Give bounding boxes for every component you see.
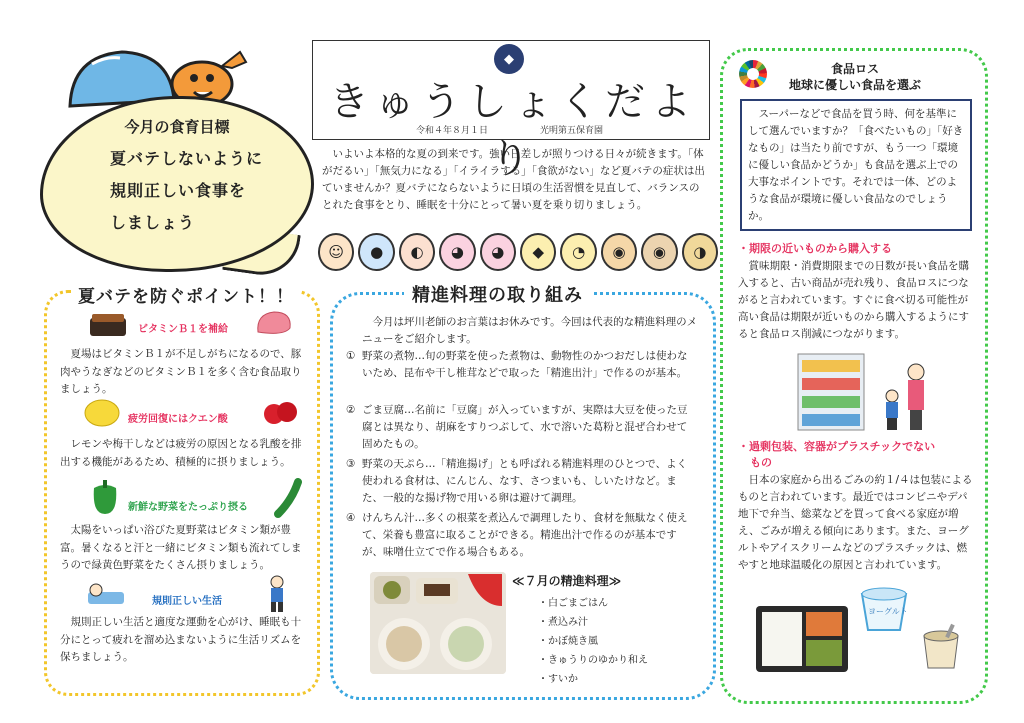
sleeping-child-icon: [86, 580, 126, 608]
goal-title: 今月の食育目標: [124, 118, 230, 136]
menu-title: ≪７月の精進料理≫: [512, 574, 622, 588]
pineapple-icon: ◆: [520, 233, 556, 271]
mother-and-child-icon: [878, 362, 938, 434]
summer-fatigue-heading: 夏バテを防ぐポイント！！: [72, 282, 300, 307]
menu-item: ・かぼ焼き風: [538, 636, 598, 647]
menu-item: ・すいか: [538, 674, 578, 685]
point-text-3: 太陽をいっぱい浴びた夏野菜はビタミン類が豊富。暑くなると汗と一緒にビタミン類も流れてしまうので緑黄色野菜をたくさん摂りましょう。: [60, 524, 302, 571]
tip-heading-2-cont: もの: [750, 456, 772, 469]
point-heading-3: 新鮮な野菜をたっぷり摂る: [128, 502, 248, 513]
menu-item: ・白ごまごはん: [538, 598, 608, 609]
tip-heading-2: ・過剰包装、容器がプラスチックでない: [738, 440, 936, 453]
item-text: 野菜の煮物…旬の野菜を使った煮物は、動物性のかつおだしは使わないため、昆布や干し椎茸などで取った「精進出汁」で作るのが基本。: [362, 350, 688, 379]
point-text-4: 規則正しい生活と適度な運動を心がけ、睡眠も十分にとって疲れを溜め込まないように生活リズムを保ちましょう。: [60, 616, 302, 663]
point-text-1: 夏場はビタミンＢ１が不足しがちになるので、豚肉やうなぎなどのビタミンＢ１を多く含む食品取りましょう。: [60, 348, 302, 395]
shojin-item-4: [346, 510, 698, 561]
tip-heading-1: ・期限の近いものから購入する: [738, 242, 892, 255]
supermarket-shelf-icon: [796, 352, 866, 432]
cucumber-icon: [272, 478, 304, 518]
intro-paragraph: いよいよ本格的な夏の到来です。強い日差しが照りつける日々が続きます。「体がだるい」「無気力になる」「イライラする」「食欲がない」など夏バテの症状は出ていませんか？夏バテにならないように日頃の生活習慣を見直して、バランスのとれた食事をとり、睡眠を十分にとって暑い夏を乗り切りましょう。: [322, 148, 705, 211]
unagi-rice-bowl-icon: [86, 310, 130, 340]
pig-icon: ◕: [439, 233, 475, 271]
item-text: けんちん汁…多くの根菜を煮込んで調理したり、食材を無駄なく使えて、栄養も豊富に取ることができる。精進出汁で作るのが基本ですが、味噌仕立てで作る場合もある。: [362, 512, 688, 558]
menu-item: ・煮込み汁: [538, 617, 588, 628]
newsletter-title: きゅうしょくだより: [329, 79, 697, 182]
animal-illustration-row: [318, 232, 718, 272]
green-pepper-icon: [88, 478, 122, 516]
exercising-child-icon: [262, 574, 292, 614]
item-text: ごま豆腐…名前に「豆腐」が入っていますが、実際は大豆を使った豆腐とは異なり、胡麻をすりつぶして、水で溶いた葛粉と混ぜ合わせて固めたもの。: [362, 404, 688, 450]
bento-box-icon: [754, 600, 850, 676]
tip-text-2: 日本の家庭から出るごみの約１/４は包装によるものと言われています。最近ではコンビニやデパ地下で弁当、総菜などを買って食べる家庭が増え、ごみが増える傾向にあります。また、ヨーグルトやアイスクリームなどのプラスチックは、燃やすと地球温暖化の原因と言われています。: [738, 474, 973, 571]
lemon-icon: [82, 396, 122, 430]
sdgs-wheel-icon: [739, 60, 767, 88]
shojin-meal-photo: [370, 572, 506, 674]
item-number: ③: [346, 458, 356, 470]
issue-date: 令和４年８月１日: [416, 126, 489, 136]
shojin-cuisine-heading: 精進料理の取り組み: [404, 281, 591, 307]
item-number: ②: [346, 404, 356, 416]
point-heading-1: ビタミンＢ１を補給: [138, 324, 228, 335]
tip-text-1: 賞味期限・消費期限までの日数が長い食品を購入すると、古い商品が売れ残り、食品ロスにつながると言われています。すぐに食べ切る可能性が高い食品は期限が近いものから購入するようにすると食品ロス削減につながります。: [738, 260, 969, 340]
organization-name: 光明第五保育園: [540, 126, 604, 136]
shojin-intro: 今月は坪川老師のお言葉はお休みです。今回は代表的な精進料理のメニューをご紹介します。: [362, 316, 698, 345]
item-number: ①: [346, 350, 356, 362]
penguin-icon: ●: [358, 233, 394, 271]
shojin-item-2: [346, 402, 698, 453]
goal-line-3: しましょう: [110, 213, 196, 232]
goal-line-1: 夏バテしないように: [110, 149, 264, 168]
umeboshi-icon: [262, 398, 298, 428]
point-text-2: レモンや梅干しなどは疲労の原因となる乳酸を排出する機能があるため、積極的に摂りましょう。: [60, 438, 302, 468]
bear-icon: ◉: [641, 233, 677, 271]
point-heading-4: 規則正しい生活: [152, 596, 222, 607]
child-face-icon: ☺: [318, 233, 354, 271]
food-loss-title: 食品ロス: [830, 62, 879, 76]
monkey-icon: ◉: [601, 233, 637, 271]
shojin-item-3: [346, 456, 698, 507]
goal-line-2: 規則正しい食事を: [110, 181, 247, 200]
item-text: 野菜の天ぷら…「精進揚げ」とも呼ばれる精進料理のひとつで、よく使われる食材は、にんじん、なす、さつまいも、しいたけなど。また、一般的な揚げ物で用いる卵は避けて調理。: [362, 458, 688, 504]
food-loss-intro-text: スーパーなどで食品を買う時、何を基準にして選んでいますか？「食べたいもの」「好きなもの」は当たり前ですが、もう一つ「環境に優しい食品かどうか」も食品を選ぶ上での大事なポイントです。それでは一体、どのような食品が環境に優しい食品なのでしょうか。: [748, 108, 964, 222]
piglet-icon: ◕: [480, 233, 516, 271]
food-loss-subtitle: 地球に優しい食品を選ぶ: [788, 78, 921, 92]
point-heading-2: 疲労回復にはクエン酸: [128, 414, 228, 425]
yogurt-label: ヨーグルト: [868, 607, 908, 616]
watermelon-icon: ◐: [399, 233, 435, 271]
menu-item: ・きゅうりのゆかり和え: [538, 655, 648, 666]
pork-meat-icon: [254, 308, 294, 338]
school-logo-icon: ◆: [494, 44, 524, 74]
squirrel-icon: ◑: [682, 233, 718, 271]
cat-icon: ◔: [560, 233, 596, 271]
item-number: ④: [346, 512, 356, 524]
ice-cream-cup-icon: [918, 622, 966, 674]
shojin-item-1: [346, 348, 698, 382]
